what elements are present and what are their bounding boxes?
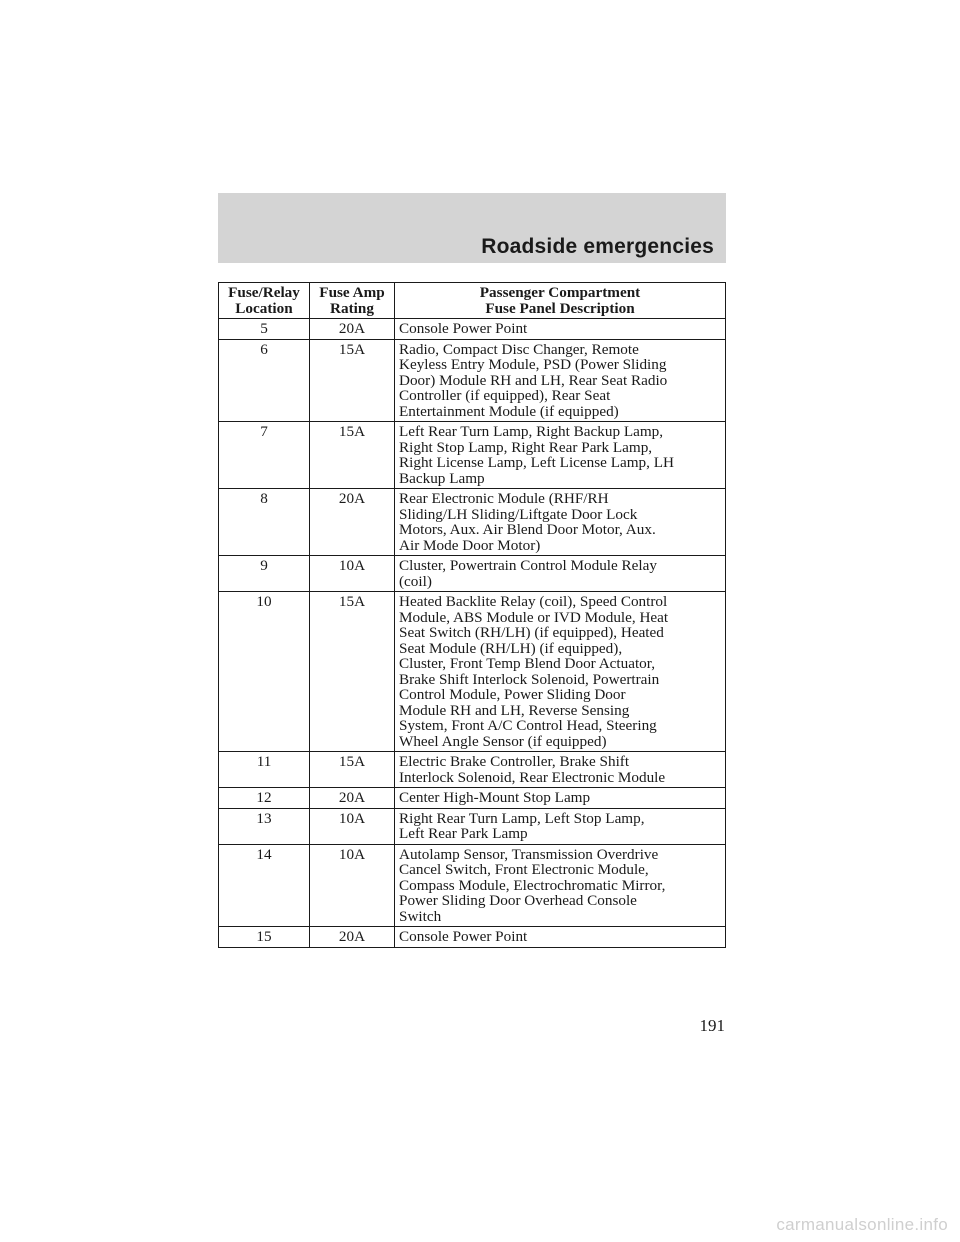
table-row [219,489,726,556]
fuse-location-cell: 7 [219,422,310,489]
header-fuse-panel-description: Passenger Compartment Fuse Panel Description [395,283,726,319]
fuse-amp-rating-cell: 20A [310,319,395,340]
fuse-description-cell [395,592,726,752]
description-line: Cluster, Powertrain Control Module Relay [399,557,657,574]
description-line: Center High-Mount Stop Lamp [399,789,591,806]
table-row [219,844,726,927]
fuse-amp-rating-cell: 20A [310,927,395,948]
description-line: Console Power Point [399,928,528,945]
header-fuse-amp-rating: Fuse Amp Rating [310,283,395,319]
fuse-description-cell [395,752,726,788]
description-line: Backup Lamp [399,469,485,487]
table-row [219,592,726,752]
fuse-description-cell [395,339,726,422]
description-line: Controller (if equipped), Rear Seat [399,387,611,404]
description-line: Control Module, Power Sliding Door [399,686,626,703]
fuse-description-cell [395,844,726,927]
fuse-location-cell: 9 [219,556,310,592]
fuse-description-cell [395,422,726,489]
table-row [219,319,726,340]
description-line: Left Rear Park Lamp [399,825,528,842]
description-line: Switch [399,907,442,925]
fuse-location-cell: 10 [219,592,310,752]
description-line: Cluster, Front Temp Blend Door Actuator, [399,655,656,672]
fuse-description-cell [395,556,726,592]
fuse-location-cell: 13 [219,808,310,844]
description-line: Compass Module, Electrochromatic Mirror, [399,876,666,894]
description-line: Radio, Compact Disc Changer, Remote [399,340,639,358]
description-line: Right License Lamp, Left License Lamp, LH [399,454,674,471]
table-row [219,788,726,809]
description-line: Seat Module (RH/LH) (if equipped), [399,639,623,657]
description-line: Console Power Point [399,320,528,337]
fuse-location-cell: 14 [219,844,310,927]
description-line: Rear Electronic Module (RHF/RH [399,490,609,507]
description-line: Module RH and LH, Reverse Sensing [399,701,630,719]
fuse-location-cell: 12 [219,788,310,809]
description-line: Seat Switch (RH/LH) (if equipped), Heated [399,624,664,641]
watermark: carmanualsonline.info [776,1215,948,1234]
description-line: Autolamp Sensor, Transmission Overdrive [399,845,659,863]
fuse-description-cell [395,788,726,809]
fuse-amp-rating-cell: 10A [310,556,395,592]
table-row [219,752,726,788]
description-line: Brake Shift Interlock Solenoid, Powertrain [399,670,660,688]
fuse-location-cell: 15 [219,927,310,948]
description-line: Motors, Aux. Air Blend Door Motor, Aux. [399,521,656,538]
description-line: Electric Brake Controller, Brake Shift [399,753,630,770]
description-line: Door) Module RH and LH, Rear Seat Radio [399,371,668,389]
fuse-description-cell [395,319,726,340]
description-line: Left Rear Turn Lamp, Right Backup Lamp, [399,423,664,440]
description-line: Entertainment Module (if equipped) [399,402,619,420]
table-row [219,339,726,422]
description-line: Cancel Switch, Front Electronic Module, [399,861,649,878]
description-line: Air Mode Door Motor) [399,536,541,554]
description-line: Right Stop Lamp, Right Rear Park Lamp, [399,438,653,456]
fuse-amp-rating-cell: 15A [310,592,395,752]
fuse-amp-rating-cell: 15A [310,422,395,489]
table-row [219,808,726,844]
fuse-description-cell [395,808,726,844]
fuse-location-cell: 5 [219,319,310,340]
fuse-location-cell: 8 [219,489,310,556]
description-line: Sliding/LH Sliding/Liftgate Door Lock [399,505,638,523]
table-row [219,556,726,592]
table-header-row [219,283,726,319]
fuse-amp-rating-cell: 10A [310,844,395,927]
description-line: Right Rear Turn Lamp, Left Stop Lamp, [399,809,645,827]
table-body [219,319,726,948]
description-line: Wheel Angle Sensor (if equipped) [399,732,607,750]
description-line: Heated Backlite Relay (coil), Speed Control [399,593,668,610]
fuse-amp-rating-cell: 20A [310,788,395,809]
page-number: 191 [699,1016,725,1035]
section-header-banner [218,193,726,263]
description-line: Module, ABS Module or IVD Module, Heat [399,608,669,626]
table-row [219,422,726,489]
description-line: Keyless Entry Module, PSD (Power Sliding [399,356,667,373]
fuse-description-cell [395,927,726,948]
fuse-amp-rating-cell: 20A [310,489,395,556]
section-title: Roadside emergencies [481,235,714,258]
description-line: Interlock Solenoid, Rear Electronic Module [399,768,666,786]
fuse-location-cell: 6 [219,339,310,422]
fuse-amp-rating-cell: 15A [310,752,395,788]
description-line: Power Sliding Door Overhead Console [399,892,637,909]
fuse-amp-rating-cell: 10A [310,808,395,844]
fuse-location-cell: 11 [219,752,310,788]
description-line: System, Front A/C Control Head, Steering [399,717,657,734]
description-line: (coil) [399,572,432,590]
fuse-amp-rating-cell: 15A [310,339,395,422]
header-fuse-relay-location: Fuse/Relay Location [219,283,310,319]
fuse-panel-table [218,282,726,948]
fuse-description-cell [395,489,726,556]
table-row [219,927,726,948]
